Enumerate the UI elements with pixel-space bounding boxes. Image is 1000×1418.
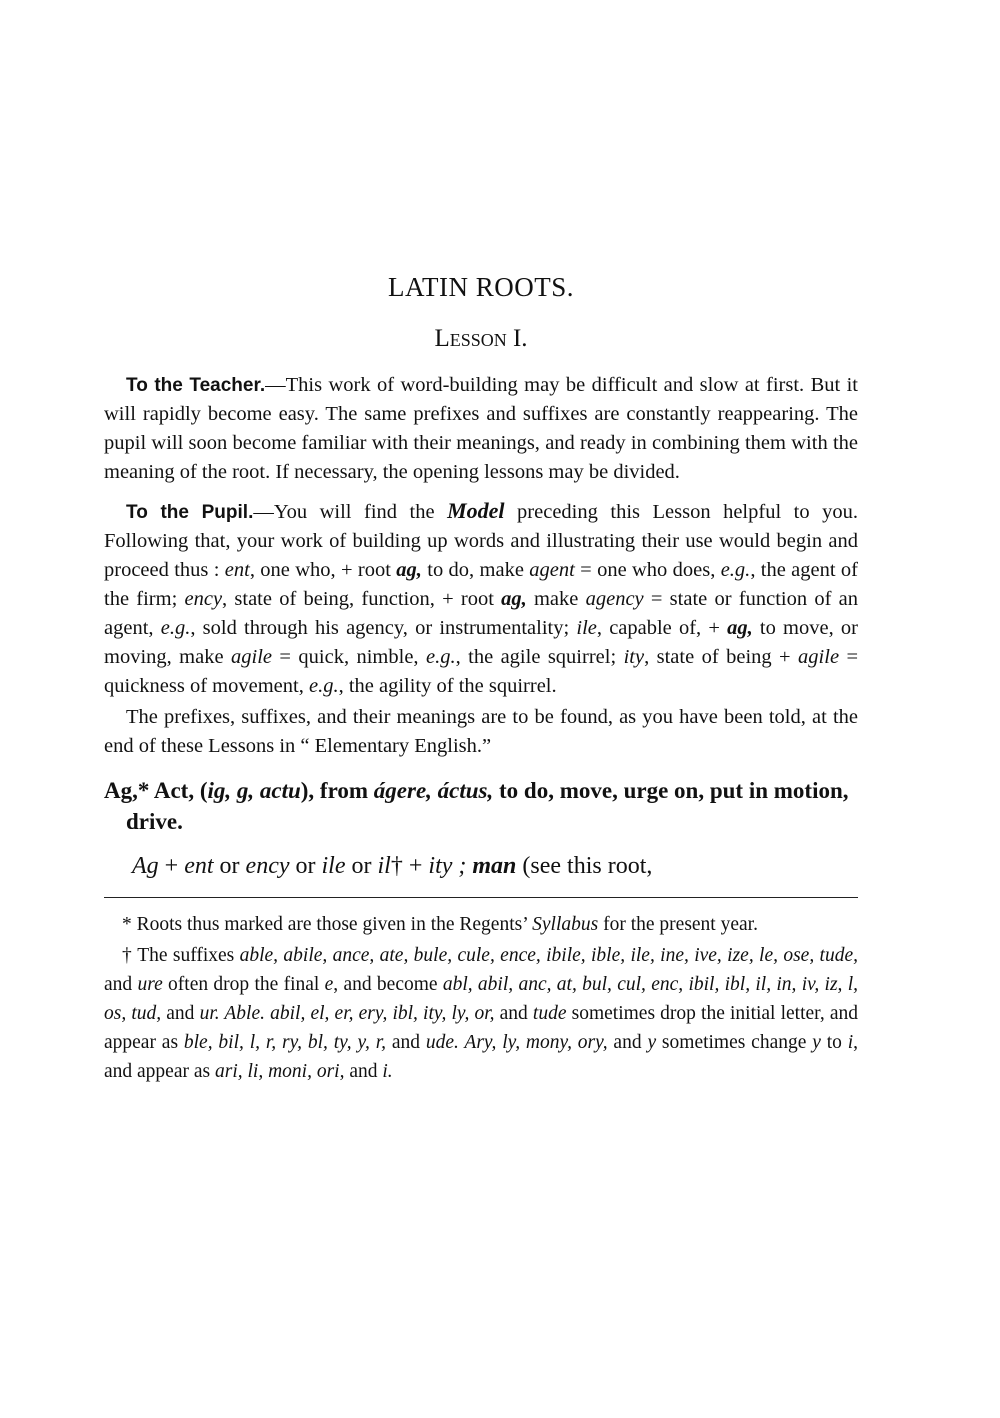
eg-abbrev: e.g. <box>425 646 456 668</box>
pupil-text: = quick, nimble, <box>272 646 426 668</box>
word-agile: agile <box>231 646 272 668</box>
footnote-star <box>104 910 858 939</box>
suffix-ency: ency <box>184 588 223 610</box>
page-title: LATIN ROOTS. <box>388 272 574 302</box>
pupil-text: to do, make <box>421 559 530 581</box>
eg-abbrev: e.g. <box>308 675 339 697</box>
suffix-list: ure <box>137 974 163 995</box>
pupil-text: , state of being, function, + root <box>222 588 502 610</box>
build-part: ency <box>245 853 290 879</box>
suffix-list: y <box>812 1032 821 1053</box>
footnote-text: , and become <box>333 974 443 995</box>
pupil-lead: To the Pupil. <box>126 502 254 523</box>
pupil-text: , capable of, + <box>596 617 728 639</box>
word-agent: agent <box>529 559 575 581</box>
footnote-text: and <box>386 1032 426 1053</box>
model-word: Model <box>447 498 505 523</box>
footnote-text: sometimes change <box>656 1032 813 1053</box>
suffix-list: i <box>847 1032 854 1053</box>
footnote-text: to <box>820 1032 848 1053</box>
build-part: † + <box>390 853 429 879</box>
build-part: ile <box>321 853 346 879</box>
footnote-text: and <box>494 1003 533 1024</box>
root-entry-meaning: to do, move, urge on, put in motion, drive. <box>126 778 849 834</box>
footnote-text: sometimes drop the initial letter, and appear as <box>104 1003 859 1053</box>
build-part: or <box>289 853 322 879</box>
suffix-list: ari, li, moni, ori, <box>214 1061 345 1082</box>
pupil-text: , state of being + <box>644 646 799 668</box>
root-ag: ag, <box>396 559 422 581</box>
root-entry-forms: ig, g, actu <box>207 778 301 803</box>
footnote-text: often drop the final <box>162 974 325 995</box>
pupil-text: to move, or moving, make <box>104 617 858 668</box>
build-part: Ag <box>132 853 159 879</box>
footnote-dagger <box>104 941 858 1086</box>
pupil-text: —You will find the <box>253 501 448 523</box>
root-entry <box>104 775 858 837</box>
footnote-text: for the present year. <box>598 914 758 935</box>
pupil-text: , the agent of the firm; <box>104 559 858 610</box>
footnote-text: and <box>104 974 138 995</box>
build-part: ent <box>184 853 214 879</box>
root-entry-mid: ), from <box>300 778 374 803</box>
suffix-list: ble, bil, l, r, ry, bl, ty, y, r, <box>183 1032 387 1053</box>
suffix-list: ur. Able. abil, el, er, ery, ibl, ity, ly, or, <box>199 1003 495 1024</box>
teacher-lead: To the Teacher. <box>126 375 266 396</box>
footnote-text: * Roots thus marked are those given in the Regents’ <box>122 914 533 935</box>
eg-abbrev: e.g. <box>720 559 751 581</box>
word-agency: agency <box>585 588 644 610</box>
suffix-list: i. <box>382 1061 393 1082</box>
word-agile: agile <box>798 646 840 668</box>
pupil-paragraph <box>104 496 858 701</box>
footnote-text: and <box>161 1003 200 1024</box>
pupil-text: preceding this Lesson helpful to you. Following that, your work of building up words and illustrating their use would begin and proceed thus : <box>104 501 858 581</box>
footnote-text: and <box>607 1032 648 1053</box>
suffix-list: abl, abil, anc, at, bul, cul, enc, ibil, ibl, il, in, iv, iz, l, os, tud, <box>104 974 858 1024</box>
pupil-text: , sold through his agency, or instrumentality; <box>190 617 577 639</box>
prefixes-paragraph: The prefixes, suffixes, and their meanings are to be found, as you have been told, at the end of these Lessons in “ Elementary English.” <box>104 706 858 757</box>
root-entry-head: Ag,* Act, ( <box>104 778 208 803</box>
suffix-list: ude. Ary, ly, mony, ory, <box>425 1032 608 1053</box>
teacher-paragraph <box>104 371 858 487</box>
lesson-heading: Lesson I. <box>434 325 528 352</box>
word-building-line <box>104 849 858 883</box>
build-part: or <box>345 853 378 879</box>
pupil-text: = state or function of an agent, <box>104 588 858 639</box>
build-part: il <box>377 853 391 879</box>
syllabus-word: Syllabus <box>532 914 599 935</box>
pupil-text: make <box>526 588 586 610</box>
suffix-list: y <box>647 1032 657 1053</box>
footnote-text: and <box>344 1061 383 1082</box>
footnote-text: , and appear as <box>104 1032 859 1082</box>
root-ag: ag, <box>727 617 753 639</box>
pupil-text: , the agility of the squirrel. <box>338 675 557 697</box>
root-ag: ag, <box>501 588 527 610</box>
suffix-list: tude <box>532 1003 567 1024</box>
pupil-text: = quickness of movement, <box>104 646 859 697</box>
teacher-text: —This work of word-building may be difficult and slow at first. But it will rapidly become easy. The same prefixes and suffixes are constantly reappearing. The pupil will soon become familiar with their meanings, and ready in combining them with the meaning of the root. If necessary, the opening lessons may be divided. <box>104 374 858 483</box>
build-part: ity ; <box>428 853 467 879</box>
suffix-ent: ent <box>224 559 250 581</box>
page-content <box>104 272 858 1086</box>
build-part: man <box>472 853 517 879</box>
root-entry-latin: ágere, áctus, <box>373 778 494 803</box>
footnote-text: † The suffixes <box>122 945 240 966</box>
pupil-text: , the agile squirrel; <box>455 646 624 668</box>
eg-abbrev: e.g. <box>160 617 191 639</box>
suffix-list: e <box>324 974 334 995</box>
pupil-text: , one who, + root <box>249 559 397 581</box>
pupil-text: = one who does, <box>574 559 721 581</box>
build-part: or <box>213 853 246 879</box>
build-part: + <box>158 853 185 879</box>
footnote-divider <box>104 897 858 898</box>
suffix-ity: ity <box>623 646 645 668</box>
build-part: (see this root, <box>516 853 653 879</box>
suffix-ile: ile <box>576 617 597 639</box>
suffix-list: able, abile, ance, ate, bule, cule, ence, ibile, ible, ile, ine, ive, ize, le, ose, tude, <box>239 945 858 966</box>
